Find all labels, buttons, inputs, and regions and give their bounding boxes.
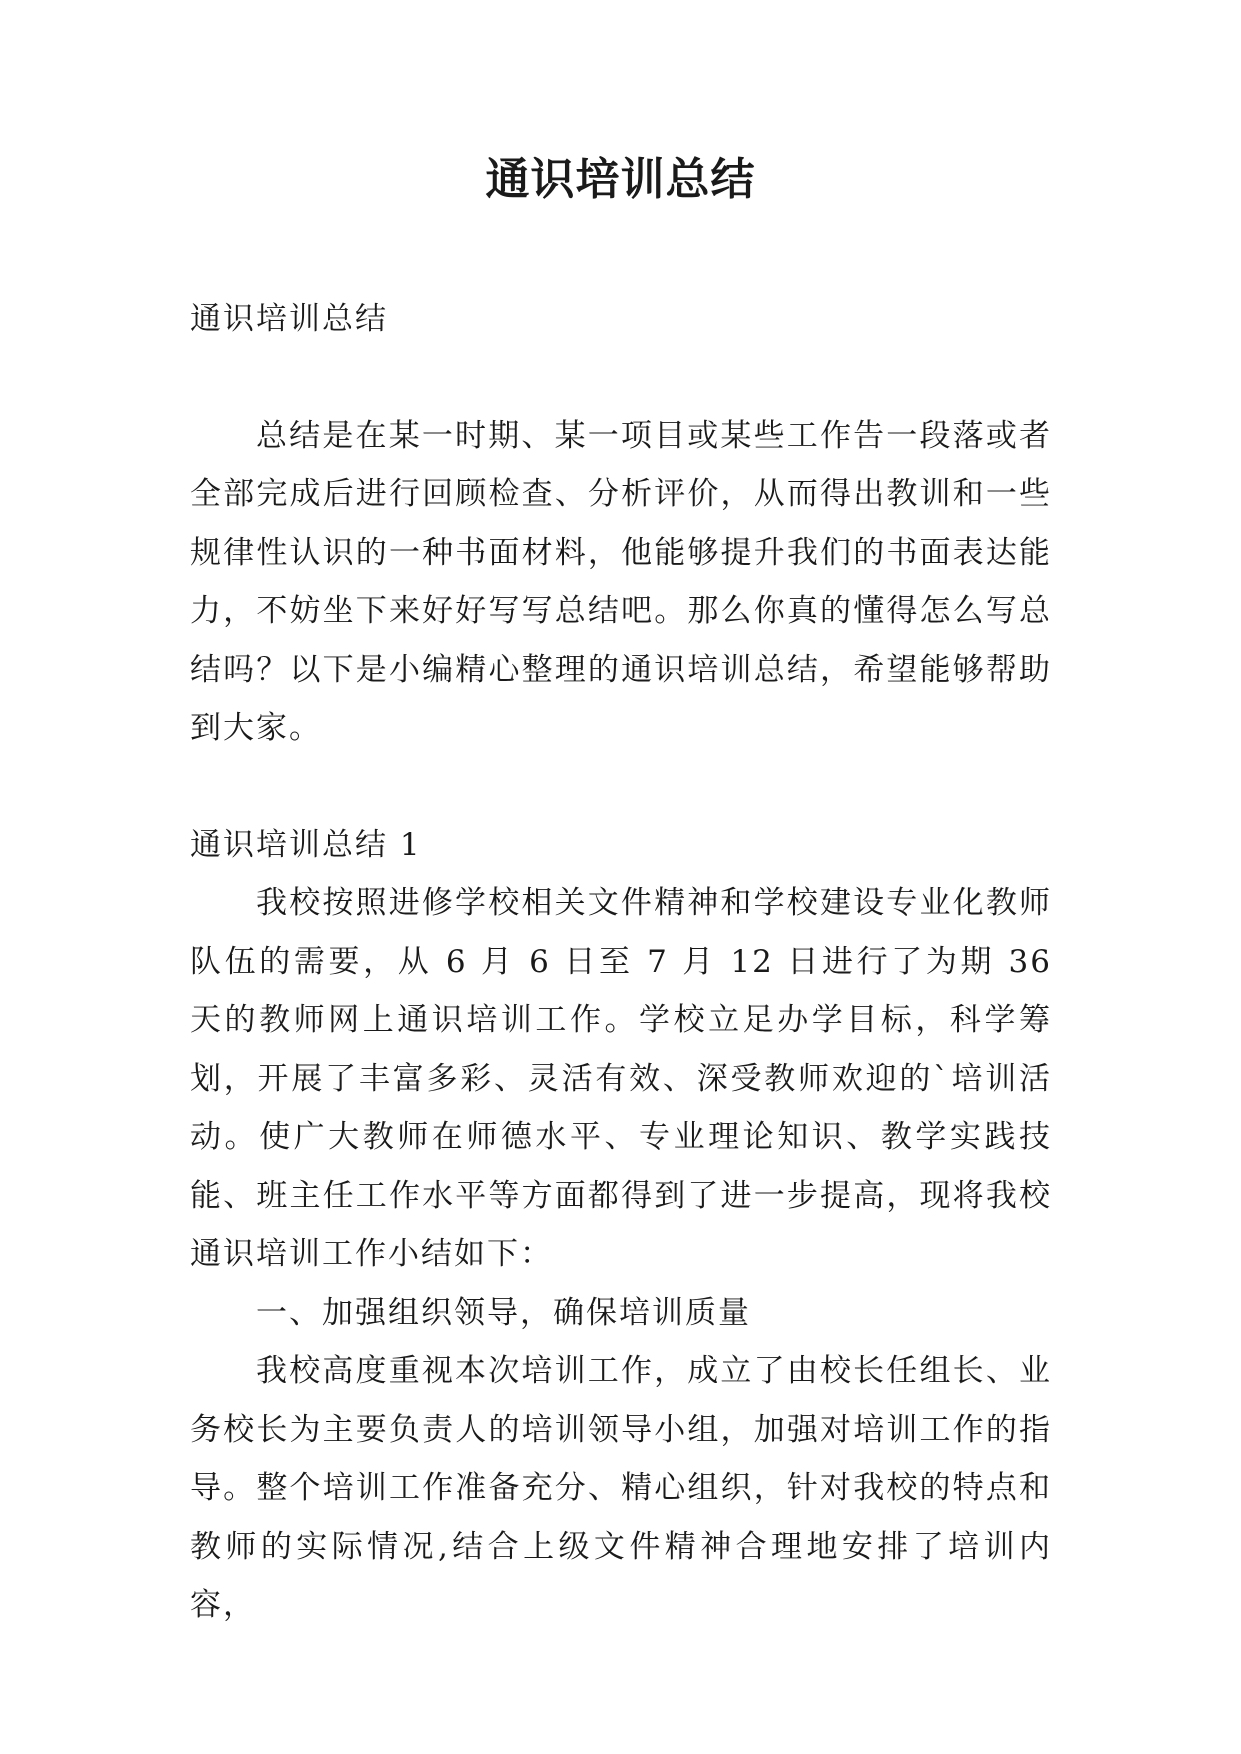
document-body xyxy=(190,290,1052,1635)
section-paragraph-1: 我校按照进修学校相关文件精神和学校建设专业化教师队伍的需要，从 6 月 6 日至 7 月 12 日进行了为期 36 天的教师网上通识培训工作。学校立足办学目标，科学筹划，开展了丰富多彩、灵活有效、深受教师欢迎的`培训活动。使广大教师在师德水平、专业理论知识、教学实践技能、班主任工作水平等方面都得到了进一步提高，现将我校通识培训工作小结如下： xyxy=(190,885,1052,1272)
section-subheading-1: 一、加强组织领导，确保培训质量 xyxy=(256,1294,751,1331)
intro-paragraph: 总结是在某一时期、某一项目或某些工作告一段落或者全部完成后进行回顾检查、分析评价，从而得出教训和一些规律性认识的一种书面材料，他能够提升我们的书面表达能力，不妨坐下来好好写写总结吧。那么你真的懂得怎么写总结吗？以下是小编精心整理的通识培训总结，希望能够帮助到大家。 xyxy=(190,417,1052,746)
section-paragraph-2: 我校高度重视本次培训工作，成立了由校长任组长、业务校长为主要负责人的培训领导小组，加强对培训工作的指导。整个培训工作准备充分、精心组织，针对我校的特点和教师的实际情况,结合上级文件精神合理地安排了培训内容， xyxy=(190,1353,1052,1623)
document-title: 通识培训总结 xyxy=(485,154,756,205)
section-heading: 通识培训总结 1 xyxy=(190,826,422,863)
document-subtitle: 通识培训总结 xyxy=(190,301,388,337)
